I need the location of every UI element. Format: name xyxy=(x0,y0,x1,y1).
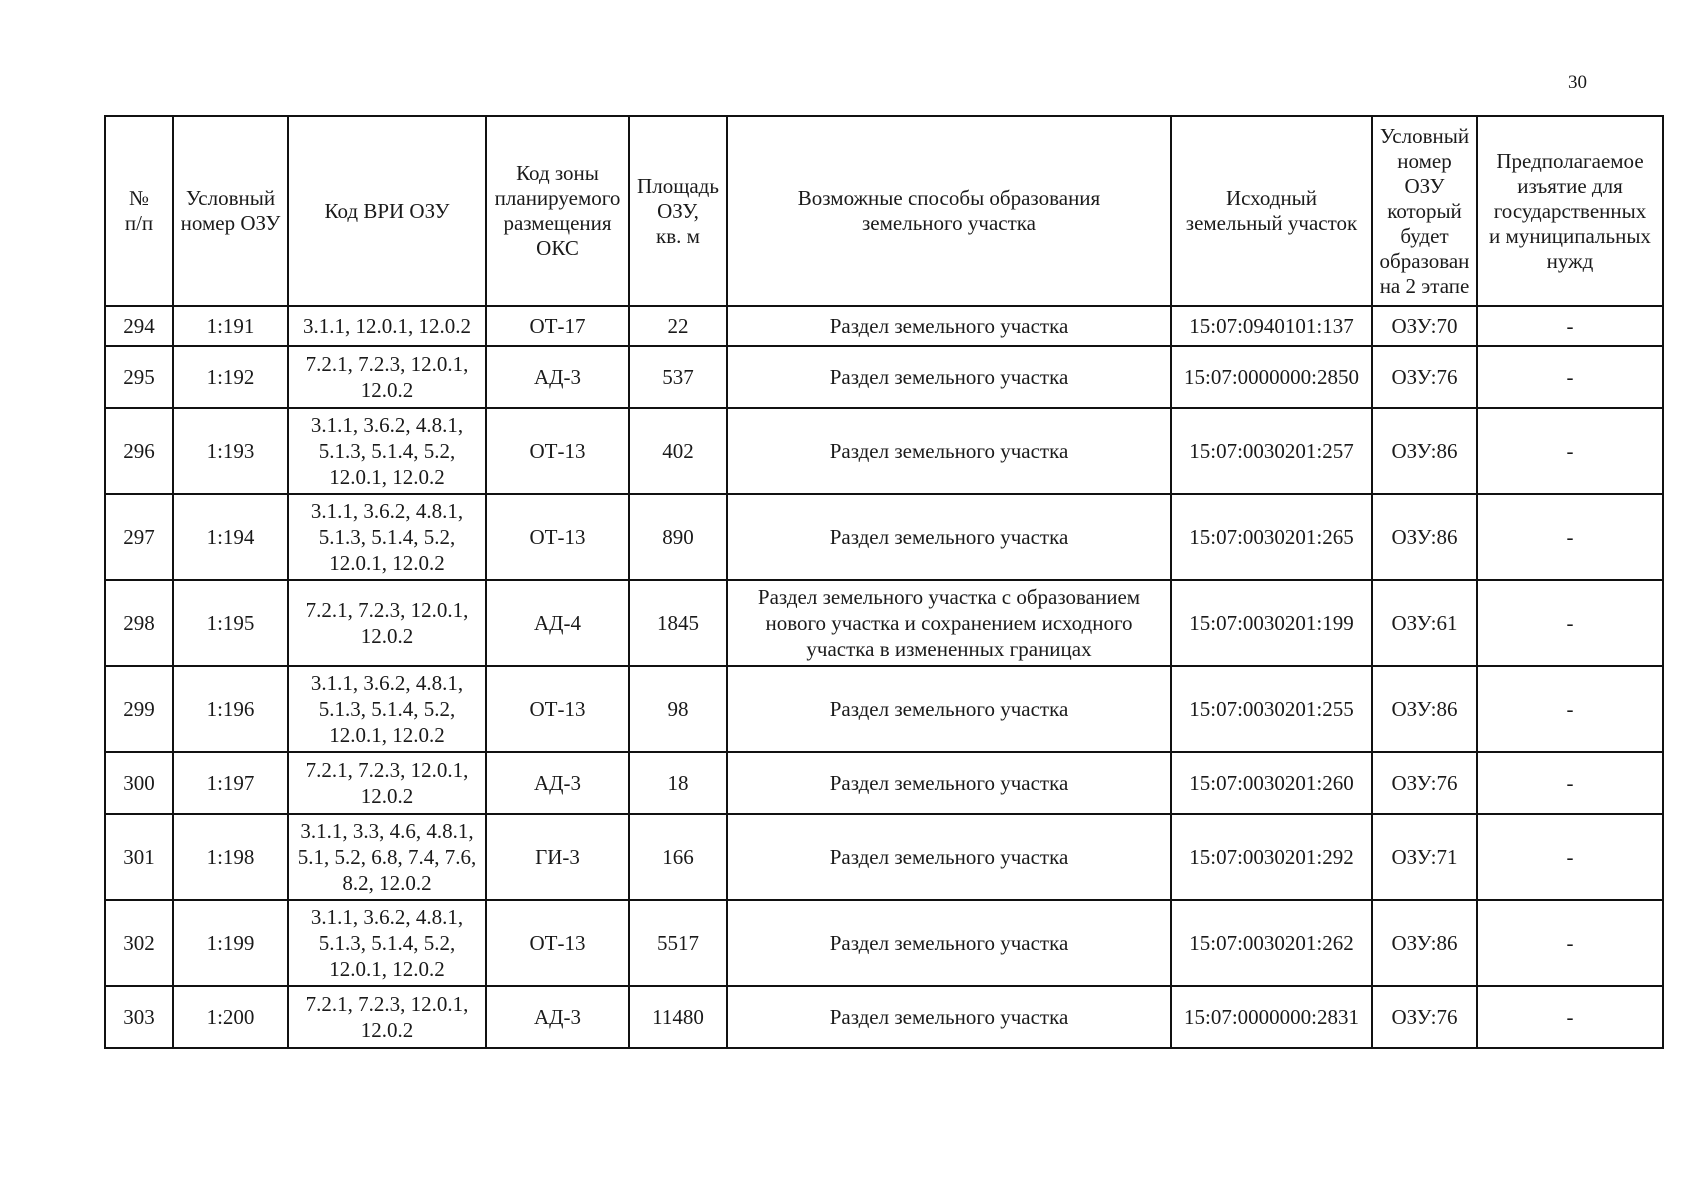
cell-stage2-number: ОЗУ:76 xyxy=(1372,986,1477,1048)
cell-source-plot: 15:07:0030201:265 xyxy=(1171,494,1372,580)
cell-seizure: - xyxy=(1477,986,1663,1048)
table-row xyxy=(105,986,1663,1048)
cell-row-number: 298 xyxy=(105,580,173,666)
cell-row-number: 301 xyxy=(105,814,173,900)
table-header-row xyxy=(105,116,1663,306)
cell-seizure: - xyxy=(1477,814,1663,900)
cell-vri-code: 3.1.1, 3.6.2, 4.8.1, 5.1.3, 5.1.4, 5.2, 12.0.1, 12.0.2 xyxy=(288,900,486,986)
cell-conditional-number: 1:198 xyxy=(173,814,288,900)
cell-vri-code: 7.2.1, 7.2.3, 12.0.1, 12.0.2 xyxy=(288,580,486,666)
cell-conditional-number: 1:200 xyxy=(173,986,288,1048)
cell-formation-method: Раздел земельного участка xyxy=(727,346,1171,408)
cell-stage2-number: ОЗУ:86 xyxy=(1372,666,1477,752)
table-row xyxy=(105,346,1663,408)
cell-zone-code: ОТ-13 xyxy=(486,666,629,752)
cell-stage2-number: ОЗУ:86 xyxy=(1372,900,1477,986)
cell-vri-code: 3.1.1, 3.3, 4.6, 4.8.1, 5.1, 5.2, 6.8, 7.4, 7.6, 8.2, 12.0.2 xyxy=(288,814,486,900)
cell-seizure: - xyxy=(1477,900,1663,986)
cell-source-plot: 15:07:0030201:262 xyxy=(1171,900,1372,986)
cell-source-plot: 15:07:0030201:257 xyxy=(1171,408,1372,494)
table-row xyxy=(105,306,1663,346)
cell-source-plot: 15:07:0000000:2850 xyxy=(1171,346,1372,408)
page-number: 30 xyxy=(1568,72,1587,93)
cell-area: 166 xyxy=(629,814,727,900)
cell-formation-method: Раздел земельного участка xyxy=(727,494,1171,580)
cell-stage2-number: ОЗУ:61 xyxy=(1372,580,1477,666)
cell-area: 890 xyxy=(629,494,727,580)
cell-formation-method: Раздел земельного участка xyxy=(727,306,1171,346)
cell-conditional-number: 1:197 xyxy=(173,752,288,814)
cell-vri-code: 7.2.1, 7.2.3, 12.0.1, 12.0.2 xyxy=(288,986,486,1048)
cell-zone-code: ОТ-13 xyxy=(486,494,629,580)
cell-source-plot: 15:07:0000000:2831 xyxy=(1171,986,1372,1048)
table-row xyxy=(105,408,1663,494)
cell-conditional-number: 1:193 xyxy=(173,408,288,494)
cell-zone-code: ОТ-13 xyxy=(486,408,629,494)
cell-seizure: - xyxy=(1477,346,1663,408)
cell-seizure: - xyxy=(1477,752,1663,814)
cell-formation-method: Раздел земельного участка xyxy=(727,666,1171,752)
cell-stage2-number: ОЗУ:86 xyxy=(1372,494,1477,580)
cell-conditional-number: 1:191 xyxy=(173,306,288,346)
cell-formation-method: Раздел земельного участка с образованием нового участка и сохранением исходного участка в измененных границах xyxy=(727,580,1171,666)
header-stage2-number: Условный номер ОЗУ который будет образован на 2 этапе xyxy=(1372,116,1477,306)
cell-stage2-number: ОЗУ:76 xyxy=(1372,346,1477,408)
cell-stage2-number: ОЗУ:70 xyxy=(1372,306,1477,346)
cell-stage2-number: ОЗУ:71 xyxy=(1372,814,1477,900)
cell-row-number: 295 xyxy=(105,346,173,408)
cell-area: 5517 xyxy=(629,900,727,986)
header-row-number: № п/п xyxy=(105,116,173,306)
cell-stage2-number: ОЗУ:86 xyxy=(1372,408,1477,494)
cell-row-number: 294 xyxy=(105,306,173,346)
cell-vri-code: 3.1.1, 12.0.1, 12.0.2 xyxy=(288,306,486,346)
cell-source-plot: 15:07:0030201:199 xyxy=(1171,580,1372,666)
header-conditional-number: Условный номер ОЗУ xyxy=(173,116,288,306)
cell-conditional-number: 1:194 xyxy=(173,494,288,580)
cell-area: 1845 xyxy=(629,580,727,666)
cell-vri-code: 3.1.1, 3.6.2, 4.8.1, 5.1.3, 5.1.4, 5.2, 12.0.1, 12.0.2 xyxy=(288,494,486,580)
cell-vri-code: 7.2.1, 7.2.3, 12.0.1, 12.0.2 xyxy=(288,752,486,814)
cell-conditional-number: 1:199 xyxy=(173,900,288,986)
cell-zone-code: АД-3 xyxy=(486,986,629,1048)
cell-zone-code: ГИ-3 xyxy=(486,814,629,900)
land-plots-table xyxy=(104,115,1664,1049)
cell-vri-code: 7.2.1, 7.2.3, 12.0.1, 12.0.2 xyxy=(288,346,486,408)
table-row xyxy=(105,580,1663,666)
cell-area: 18 xyxy=(629,752,727,814)
cell-zone-code: АД-4 xyxy=(486,580,629,666)
cell-area: 402 xyxy=(629,408,727,494)
cell-formation-method: Раздел земельного участка xyxy=(727,408,1171,494)
cell-seizure: - xyxy=(1477,306,1663,346)
header-seizure: Предполагаемое изъятие для государственных и муниципальных нужд xyxy=(1477,116,1663,306)
header-formation-methods: Возможные способы образования земельного участка xyxy=(727,116,1171,306)
cell-formation-method: Раздел земельного участка xyxy=(727,986,1171,1048)
cell-source-plot: 15:07:0030201:292 xyxy=(1171,814,1372,900)
cell-formation-method: Раздел земельного участка xyxy=(727,752,1171,814)
cell-zone-code: ОТ-13 xyxy=(486,900,629,986)
cell-row-number: 299 xyxy=(105,666,173,752)
table-row xyxy=(105,666,1663,752)
cell-row-number: 296 xyxy=(105,408,173,494)
cell-stage2-number: ОЗУ:76 xyxy=(1372,752,1477,814)
cell-conditional-number: 1:192 xyxy=(173,346,288,408)
header-source-plot: Исходный земельный участок xyxy=(1171,116,1372,306)
cell-conditional-number: 1:195 xyxy=(173,580,288,666)
cell-source-plot: 15:07:0030201:255 xyxy=(1171,666,1372,752)
cell-seizure: - xyxy=(1477,408,1663,494)
cell-vri-code: 3.1.1, 3.6.2, 4.8.1, 5.1.3, 5.1.4, 5.2, 12.0.1, 12.0.2 xyxy=(288,666,486,752)
cell-source-plot: 15:07:0030201:260 xyxy=(1171,752,1372,814)
cell-area: 11480 xyxy=(629,986,727,1048)
header-zone-code: Код зоны планируемого размещения ОКС xyxy=(486,116,629,306)
cell-row-number: 303 xyxy=(105,986,173,1048)
cell-zone-code: ОТ-17 xyxy=(486,306,629,346)
table-row xyxy=(105,752,1663,814)
cell-zone-code: АД-3 xyxy=(486,752,629,814)
cell-zone-code: АД-3 xyxy=(486,346,629,408)
cell-seizure: - xyxy=(1477,494,1663,580)
cell-row-number: 297 xyxy=(105,494,173,580)
table-row xyxy=(105,900,1663,986)
header-vri-code: Код ВРИ ОЗУ xyxy=(288,116,486,306)
cell-seizure: - xyxy=(1477,580,1663,666)
cell-area: 98 xyxy=(629,666,727,752)
table-row xyxy=(105,494,1663,580)
cell-area: 22 xyxy=(629,306,727,346)
cell-row-number: 302 xyxy=(105,900,173,986)
cell-formation-method: Раздел земельного участка xyxy=(727,900,1171,986)
table-row xyxy=(105,814,1663,900)
cell-area: 537 xyxy=(629,346,727,408)
header-area: Площадь ОЗУ, кв. м xyxy=(629,116,727,306)
cell-conditional-number: 1:196 xyxy=(173,666,288,752)
cell-vri-code: 3.1.1, 3.6.2, 4.8.1, 5.1.3, 5.1.4, 5.2, 12.0.1, 12.0.2 xyxy=(288,408,486,494)
cell-row-number: 300 xyxy=(105,752,173,814)
cell-formation-method: Раздел земельного участка xyxy=(727,814,1171,900)
cell-seizure: - xyxy=(1477,666,1663,752)
cell-source-plot: 15:07:0940101:137 xyxy=(1171,306,1372,346)
